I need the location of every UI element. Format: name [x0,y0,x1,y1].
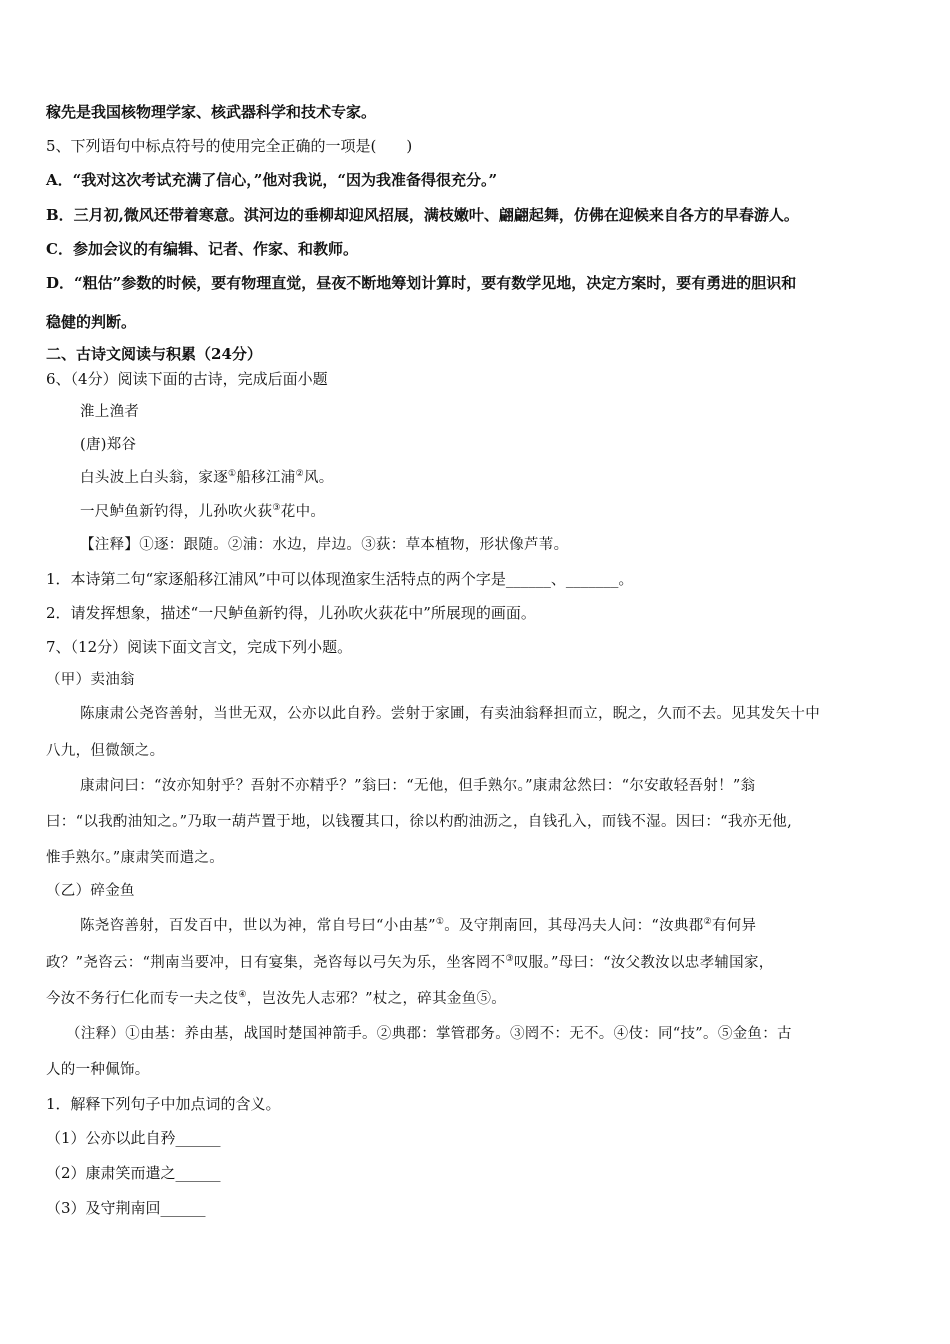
question-7-1: 1．解释下列句子中加点词的含义。 [46,1095,281,1113]
question-5: 5、下列语句中标点符号的使用完全正确的一项是( ) [46,137,413,155]
passage-b-title: （乙）碎金鱼 [46,883,135,899]
note-mark: ③ [505,954,514,964]
note-mark: ① [228,469,237,479]
question-7-1-2: （2）康肃笑而遣之______ [46,1164,221,1182]
text: 政？”尧咨云：“荆南当要冲，日有宴集，尧咨每以弓矢为乐，坐客罔不 [46,955,506,971]
text: 风。 [303,470,334,486]
passage-a-p1-cont: 八九，但微颔之。 [46,743,165,759]
poem-line-1 [80,468,334,488]
option-a: A．“我对这次考试充满了信心，”他对我说，“因为我准备得很充分。” [46,171,498,189]
note-mark: ③ [272,503,281,513]
poem-line-2 [80,502,325,522]
option-b: B．三月初,微风还带着寒意。淇河边的垂柳却迎风招展，满枝嫩叶、翩翩起舞，仿佛在迎候来自各方的早春游人。 [46,206,799,224]
text: 有何异 [711,918,757,934]
passage-a-p1: 陈康肃公尧咨善射，当世无双，公亦以此自矜。尝射于家圃，有卖油翁释担而立，睨之，久而不去。见其发矢十中 [80,706,820,722]
text: 花中。 [280,504,326,520]
note-mark: ① [435,917,445,927]
passage-b-notes: （注释）①由基：养由基，战国时楚国神箭手。②典郡：掌管郡务。③罔不：无不。④伎：同“技”。⑤金鱼：古 [66,1026,792,1042]
option-d: D．“粗估”参数的时候，要有物理直觉，昼夜不断地筹划计算时，要有数学见地，决定方案时，要有勇进的胆识和 [46,274,797,292]
poem-notes: 【注释】①逐：跟随。②浦：水边，岸边。③荻：草本植物，形状像芦苇。 [80,537,569,553]
option-d-cont: 稳健的判断。 [46,313,137,331]
passage-b-p1-cont [46,953,774,973]
passage-a-title: （甲）卖油翁 [46,672,135,688]
passage-b-p1 [80,916,756,936]
passage-a-p2: 康肃问曰：“汝亦知射乎？吾射不亦精乎？”翁曰：“无他，但手熟尔。”康肃忿然曰：“尔安敢轻吾射！”翁 [80,778,756,794]
passage-b-notes-cont: 人的一种佩饰。 [46,1062,150,1078]
text: 叹服。”母曰：“汝父教汝以忠孝辅国家， [513,955,774,971]
question-6-2: 2．请发挥想象，描述“一尺鲈鱼新钓得，儿孙吹火荻花中”所展现的画面。 [46,604,536,622]
text: 今汝不务行仁化而专一夫之伎 [46,991,239,1007]
passage-a-p2-end: 惟手熟尔。”康肃笑而遣之。 [46,850,225,866]
note-mark: ④ [238,990,247,1000]
text: 。及守荆南回，其母冯夫人问：“汝典郡 [444,918,704,934]
text: ，岂汝先人志邪？”杖之，碎其金鱼⑤。 [246,991,507,1007]
line-1: 稼先是我国核物理学家、核武器科学和技术专家。 [46,103,377,121]
question-6: 6、（4分）阅读下面的古诗，完成后面小题 [46,370,328,388]
passage-b-p1-end [46,989,506,1009]
passage-a-p2-cont: 曰：“以我酌油知之。”乃取一葫芦置于地，以钱覆其口，徐以杓酌油沥之，自钱孔入，而钱不湿。因曰：“我亦无他, [46,814,792,830]
text: 船移江浦 [236,470,296,486]
text: 陈尧咨善射，百发百中，世以为神，常自号曰“小由基” [80,918,436,934]
poem-author: (唐)郑谷 [80,437,137,453]
question-6-1: 1．本诗第二句“家逐船移江浦风”中可以体现渔家生活特点的两个字是______、_______。 [46,570,634,588]
section-heading: 二、古诗文阅读与积累（24分） [46,345,262,363]
question-7-1-3: （3）及守荆南回______ [46,1199,206,1217]
text: 一尺鲈鱼新钓得，儿孙吹火荻 [80,504,273,520]
note-mark: ② [295,469,304,479]
question-7: 7、（12分）阅读下面文言文，完成下列小题。 [46,638,353,656]
question-7-1-1: （1）公亦以此自矜______ [46,1129,221,1147]
text: 白头波上白头翁，家逐 [80,470,228,486]
poem-title: 淮上渔者 [80,404,140,420]
note-mark: ② [703,917,712,927]
option-c: C．参加会议的有编辑、记者、作家、和教师。 [46,240,358,258]
